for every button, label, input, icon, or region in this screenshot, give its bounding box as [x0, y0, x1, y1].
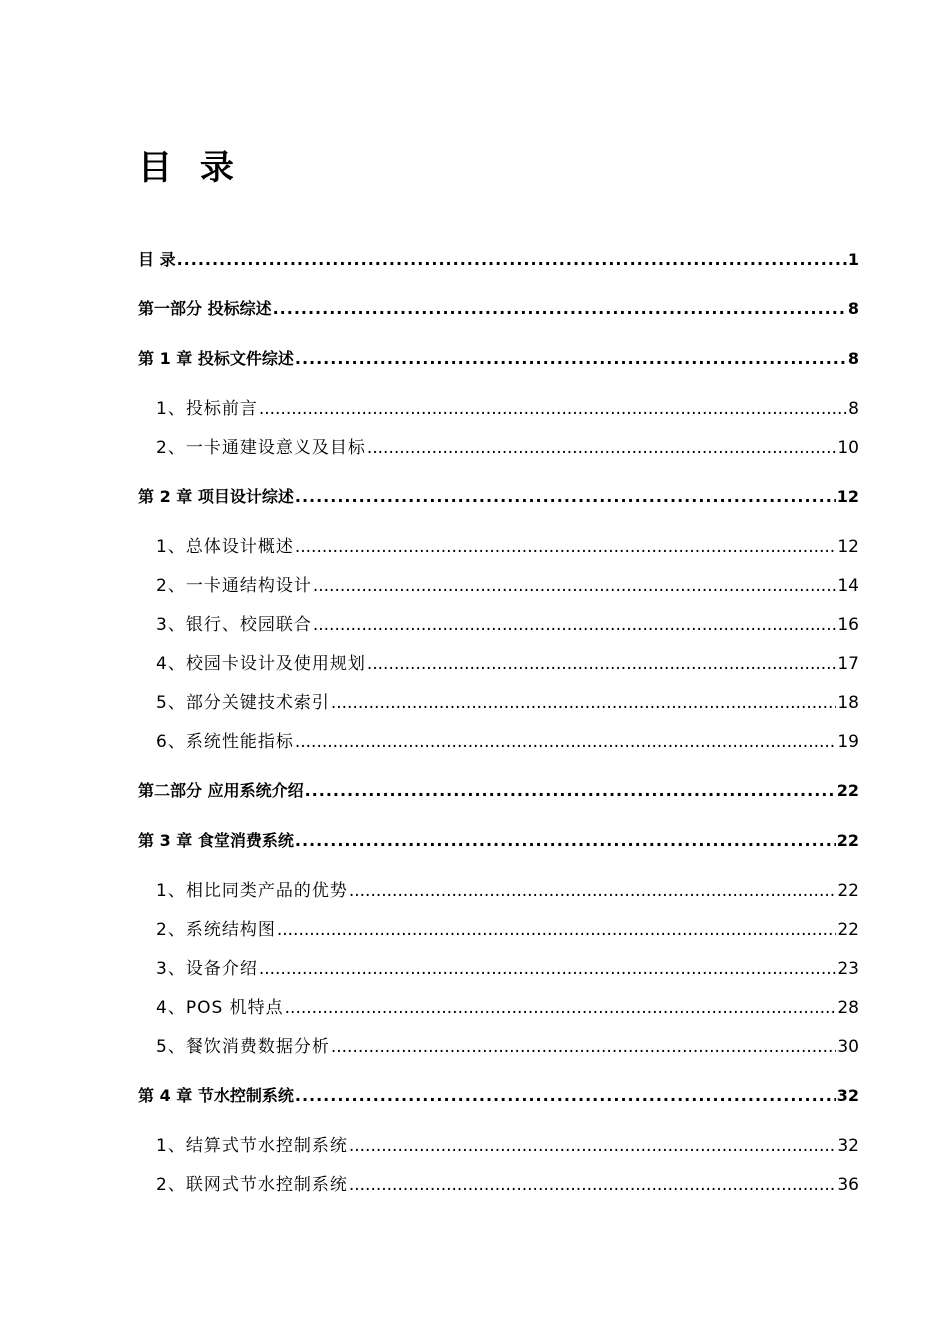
toc-subentry[interactable]: [156, 435, 859, 461]
toc-page-number: 22: [837, 920, 859, 940]
dot-leader: [273, 296, 847, 322]
toc-subentry[interactable]: [156, 878, 859, 904]
toc-entry-label: 1、总体设计概述: [156, 537, 294, 557]
toc-heading-entry[interactable]: [138, 828, 859, 854]
dot-leader: [313, 573, 837, 599]
dot-leader: [295, 484, 836, 510]
toc-entry-label: 4、校园卡设计及使用规划: [156, 654, 366, 674]
toc-page-number: 16: [837, 615, 859, 635]
toc-page-number: 10: [837, 438, 859, 458]
toc-entry-label: 第一部分 投标综述: [138, 299, 272, 318]
toc-page-number: 22: [837, 881, 859, 901]
toc-entry-label: 1、结算式节水控制系统: [156, 1136, 348, 1156]
toc-entry-label: 第 4 章 节水控制系统: [138, 1086, 294, 1105]
toc-entry-label: 1、相比同类产品的优势: [156, 881, 348, 901]
toc-subentry[interactable]: [156, 1133, 859, 1159]
toc-page-number: 12: [836, 487, 859, 506]
toc-page-number: 17: [837, 654, 859, 674]
toc-heading-entry[interactable]: [138, 247, 859, 273]
toc-subentry[interactable]: [156, 729, 859, 755]
toc-page-number: 22: [836, 831, 859, 850]
dot-leader: [331, 1034, 837, 1060]
toc-page-number: 14: [837, 576, 859, 596]
toc-entry-label: 2、一卡通建设意义及目标: [156, 438, 366, 458]
toc-entry-label: 4、POS 机特点: [156, 998, 284, 1018]
toc-page-number: 8: [847, 299, 859, 318]
dot-leader: [295, 729, 837, 755]
toc-entry-label: 3、银行、校园联合: [156, 615, 312, 635]
toc-subentry[interactable]: [156, 1172, 859, 1198]
toc-subentry[interactable]: [156, 651, 859, 677]
dot-leader: [349, 1133, 837, 1159]
toc-page-number: 1: [847, 250, 859, 269]
toc-subentry[interactable]: [156, 690, 859, 716]
dot-leader: [285, 995, 837, 1021]
toc-heading-entry[interactable]: [138, 346, 859, 372]
toc-entry-label: 6、系统性能指标: [156, 732, 294, 752]
toc-entry-label: 1、投标前言: [156, 399, 258, 419]
toc-page-number: 28: [837, 998, 859, 1018]
dot-leader: [367, 435, 837, 461]
dot-leader: [259, 396, 847, 422]
toc-entry-label: 第 1 章 投标文件综述: [138, 349, 294, 368]
toc-page-number: 36: [837, 1175, 859, 1195]
toc-heading-entry[interactable]: [138, 296, 859, 322]
dot-leader: [295, 1083, 836, 1109]
toc-subentry[interactable]: [156, 956, 859, 982]
toc-subentry[interactable]: [156, 612, 859, 638]
toc-heading-entry[interactable]: [138, 1083, 859, 1109]
toc-subentry[interactable]: [156, 1034, 859, 1060]
dot-leader: [349, 878, 837, 904]
toc-subentry[interactable]: [156, 396, 859, 422]
toc-entry-label: 目 录: [138, 250, 176, 269]
toc-page-number: 23: [837, 959, 859, 979]
toc-entry-label: 2、联网式节水控制系统: [156, 1175, 348, 1195]
toc-heading-entry[interactable]: [138, 778, 859, 804]
toc-subentry[interactable]: [156, 995, 859, 1021]
toc-page-number: 22: [836, 781, 859, 800]
toc-page-number: 30: [837, 1037, 859, 1057]
toc-entry-label: 2、一卡通结构设计: [156, 576, 312, 596]
dot-leader: [295, 346, 847, 372]
dot-leader: [295, 828, 836, 854]
toc-page-number: 19: [837, 732, 859, 752]
toc-page-number: 32: [837, 1136, 859, 1156]
toc-entry-label: 5、餐饮消费数据分析: [156, 1037, 330, 1057]
toc-entry-label: 2、系统结构图: [156, 920, 276, 940]
toc-entry-label: 第二部分 应用系统介绍: [138, 781, 304, 800]
toc-heading-entry[interactable]: [138, 484, 859, 510]
toc-page-number: 18: [837, 693, 859, 713]
dot-leader: [177, 247, 847, 273]
dot-leader: [295, 534, 837, 560]
toc-subentry[interactable]: [156, 573, 859, 599]
toc-page-number: 8: [848, 399, 859, 419]
toc-entry-label: 3、设备介绍: [156, 959, 258, 979]
toc-entry-label: 第 3 章 食堂消费系统: [138, 831, 294, 850]
toc-entry-label: 5、部分关键技术索引: [156, 693, 330, 713]
dot-leader: [305, 778, 836, 804]
dot-leader: [367, 651, 837, 677]
toc-page-number: 32: [836, 1086, 859, 1105]
dot-leader: [277, 917, 837, 943]
toc-entry-label: 第 2 章 项目设计综述: [138, 487, 294, 506]
toc-page-number: 12: [837, 537, 859, 557]
page-title: 目 录: [138, 148, 242, 188]
toc-page-number: 8: [847, 349, 859, 368]
dot-leader: [259, 956, 837, 982]
dot-leader: [313, 612, 837, 638]
dot-leader: [331, 690, 837, 716]
dot-leader: [349, 1172, 837, 1198]
toc-subentry[interactable]: [156, 917, 859, 943]
toc-subentry[interactable]: [156, 534, 859, 560]
